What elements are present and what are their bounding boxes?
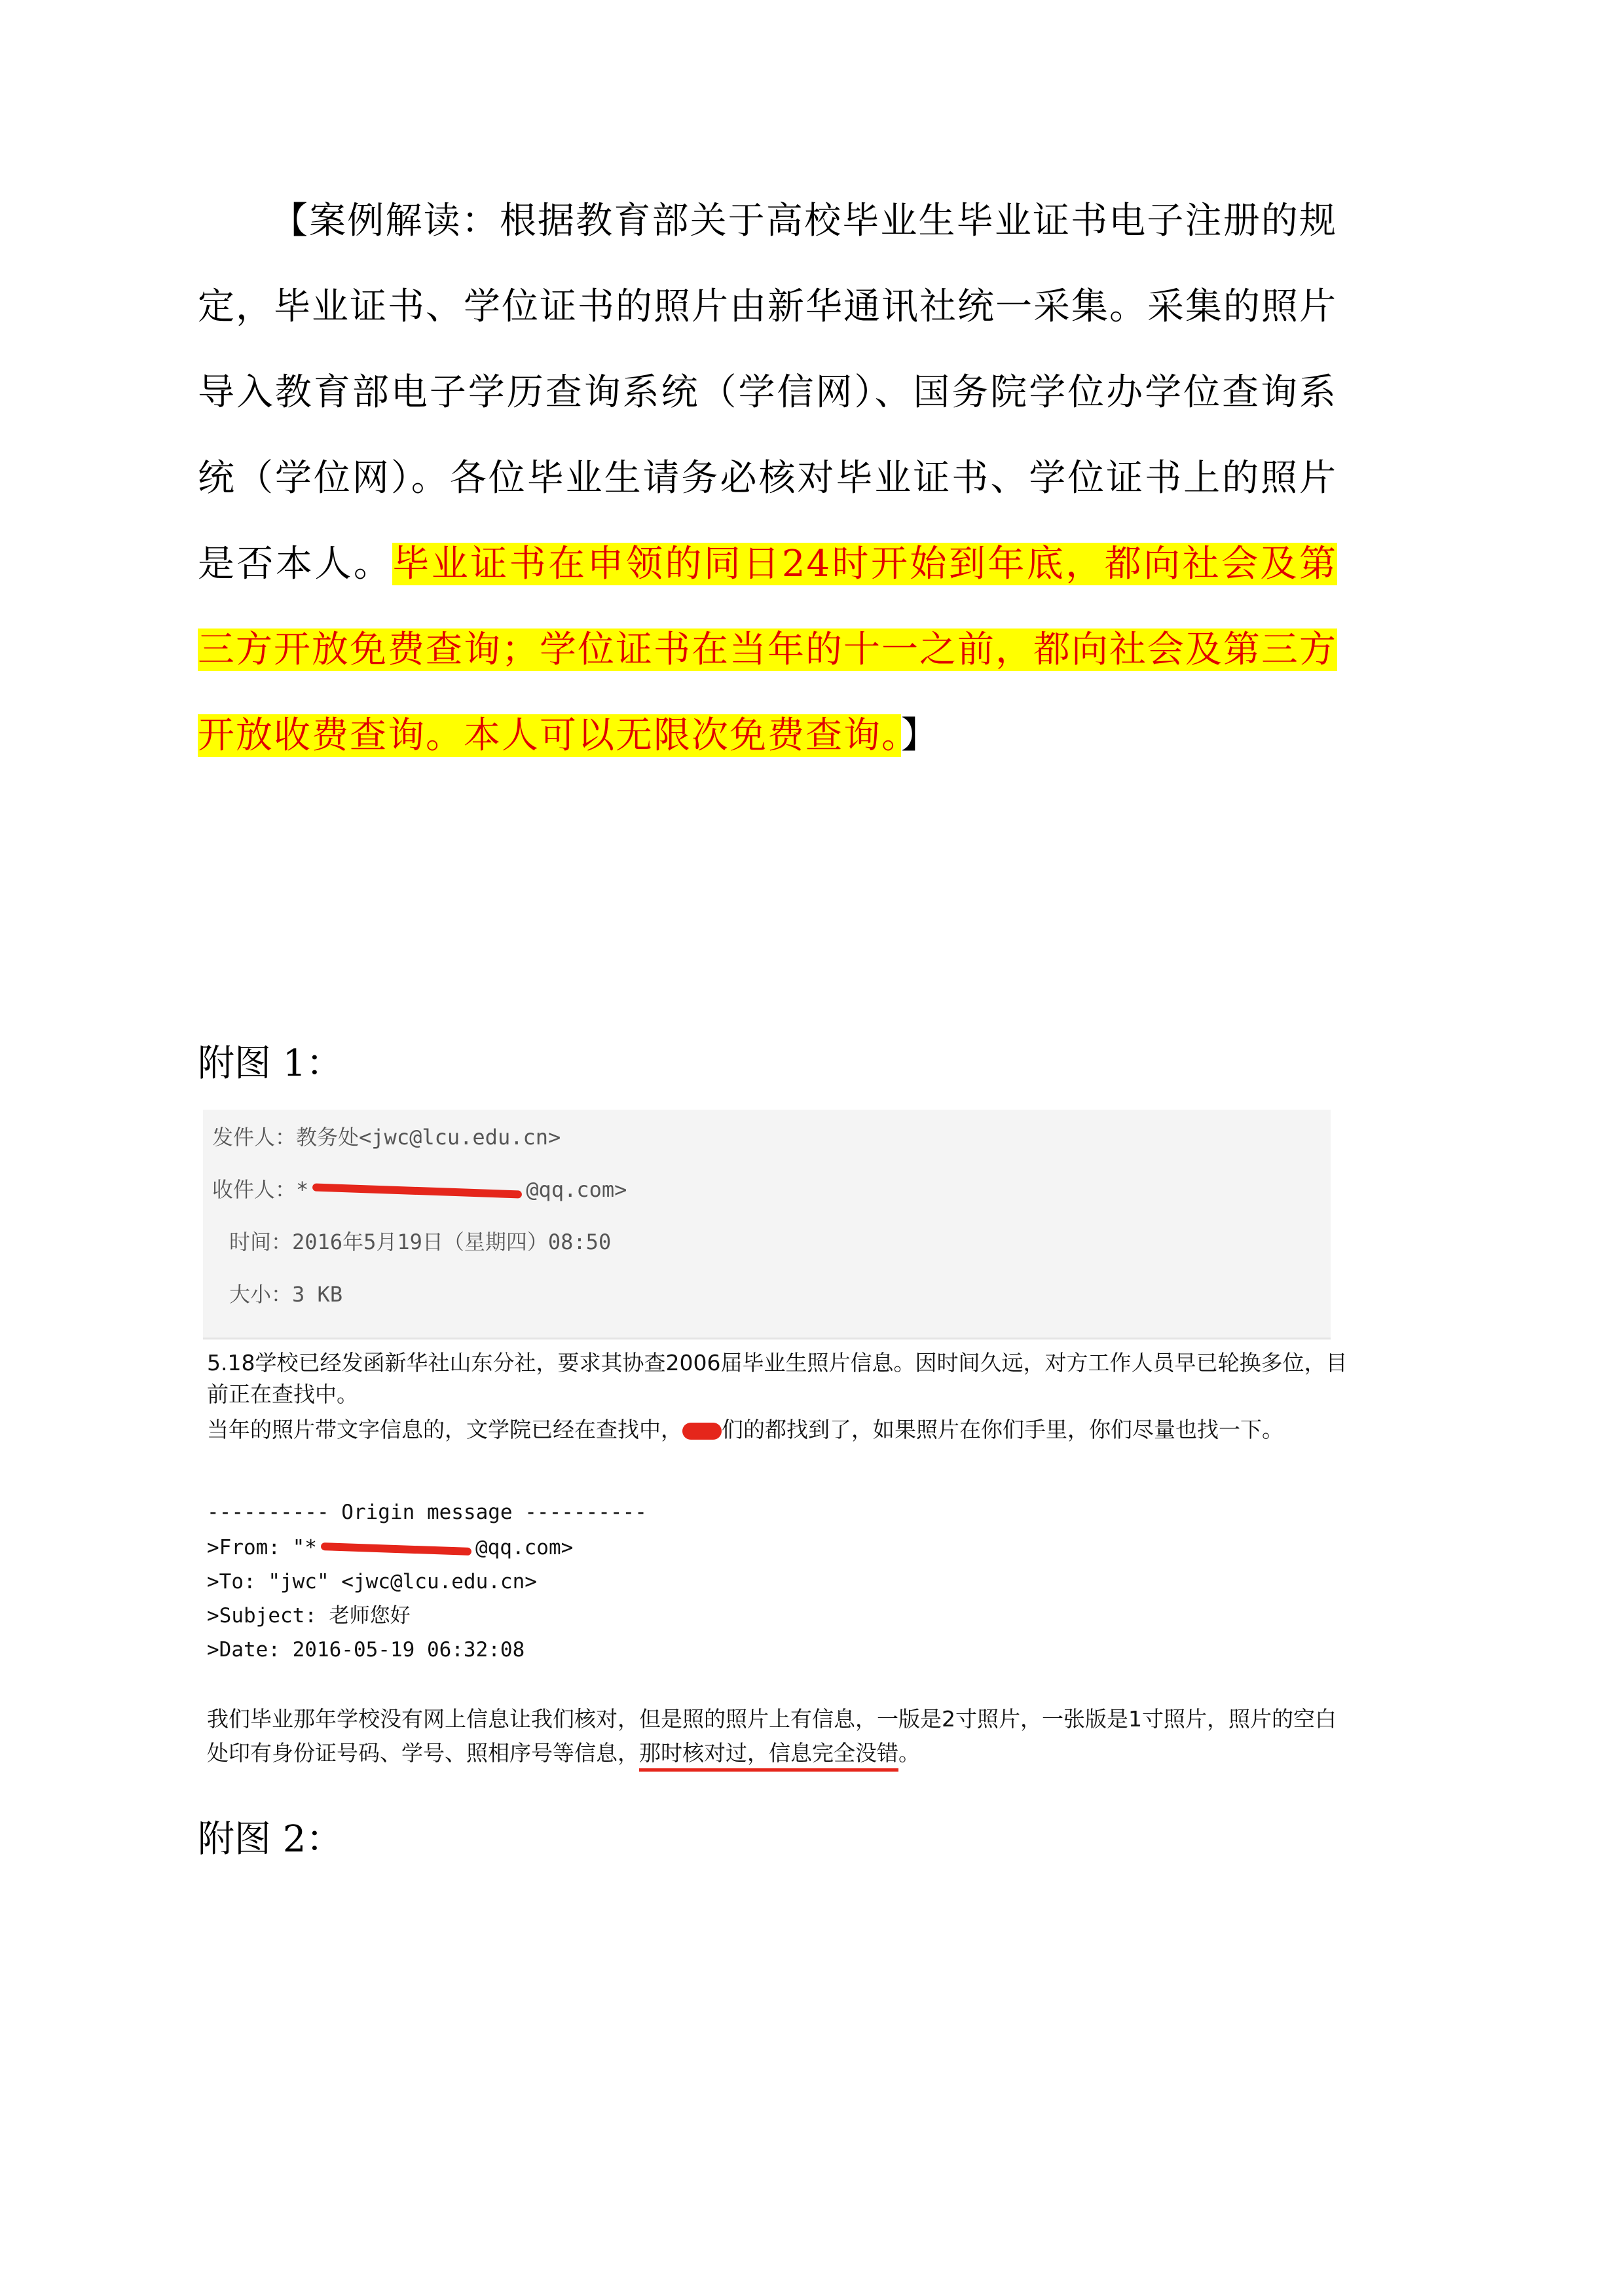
- sender-label: 发件人：: [212, 1125, 297, 1150]
- underlined-emphasis: 那时核对过，信息完全没错: [639, 1740, 898, 1772]
- from-line: [207, 1533, 573, 1562]
- body-line-2: 前正在查找中。: [207, 1381, 358, 1407]
- email-header: [203, 1110, 1331, 1339]
- subject-line: >Subject: 老师您好: [207, 1604, 411, 1628]
- reply-line-2: [207, 1739, 920, 1768]
- case-interpretation-paragraph: [198, 178, 1337, 778]
- from-address: @qq.com>: [475, 1536, 574, 1559]
- from-label: >From: "*: [207, 1536, 317, 1559]
- redaction-mark: [321, 1542, 471, 1555]
- sender-value: 教务处<jwc@lcu.edu.cn>: [296, 1125, 561, 1150]
- origin-message-separator: ---------- Origin message ----------: [207, 1501, 647, 1524]
- redaction-mark: [312, 1183, 522, 1198]
- closing-bracket: 】: [901, 714, 939, 757]
- highlighted-text: 毕业证书在申领的同日24时开始到年底，都向社会及第三方开放免费查询；学位证书在当年的十一之前，都向社会及第三方开放收费查询。本人可以无限次免费查询。: [198, 543, 1337, 757]
- body-line-3-start: 当年的照片带文字信息的，文学院已经在查找中，: [207, 1417, 682, 1442]
- time-row: [229, 1229, 611, 1255]
- body-line-1: 5.18学校已经发函新华社山东分社，要求其协查2006届毕业生照片信息。因时间久远，对方工作人员早已轮换多位，目: [207, 1350, 1348, 1376]
- reply-line-1: 我们毕业那年学校没有网上信息让我们核对，但是照的照片上有信息，一版是2寸照片，一张版是1寸照片，照片的空白: [207, 1706, 1337, 1732]
- figure-1-caption: 附图 1：: [198, 1042, 343, 1085]
- reply-line-2-end: 。: [898, 1740, 920, 1766]
- recipient-prefix: *: [296, 1177, 309, 1202]
- recipient-label: 收件人：: [212, 1177, 297, 1202]
- redaction-mark: [682, 1423, 722, 1440]
- size-value: 3 KB: [292, 1282, 343, 1307]
- time-value: 2016年5月19日（星期四）08:50: [292, 1230, 612, 1254]
- figure-2-caption: 附图 2：: [198, 1818, 343, 1861]
- recipient-value: @qq.com>: [526, 1177, 627, 1202]
- sender-row: [212, 1124, 561, 1150]
- paragraph-text: 【案例解读：根据教育部关于高校毕业生毕业证书电子注册的规定，毕业证书、学位证书的照片由新华通讯社统一采集。采集的照片导入教育部电子学历查询系统（学信网）、国务院学位办学位查询系统（学位网）。各位毕业生请务必核对毕业证书、学位证书上的照片是否本人。: [198, 200, 1337, 585]
- body-line-3: [207, 1415, 1283, 1444]
- reply-line-2-start: 处印有身份证号码、学号、照相序号等信息，: [207, 1740, 639, 1766]
- time-label: 时间：: [229, 1230, 293, 1254]
- size-label: 大小：: [229, 1282, 293, 1307]
- date-line: >Date: 2016-05-19 06:32:08: [207, 1638, 525, 1662]
- recipient-row: [212, 1176, 627, 1203]
- body-line-3-end: 们的都找到了，如果照片在你们手里，你们尽量也找一下。: [722, 1417, 1283, 1442]
- to-line: >To: "jwc" <jwc@lcu.edu.cn>: [207, 1570, 537, 1594]
- size-row: [229, 1281, 342, 1307]
